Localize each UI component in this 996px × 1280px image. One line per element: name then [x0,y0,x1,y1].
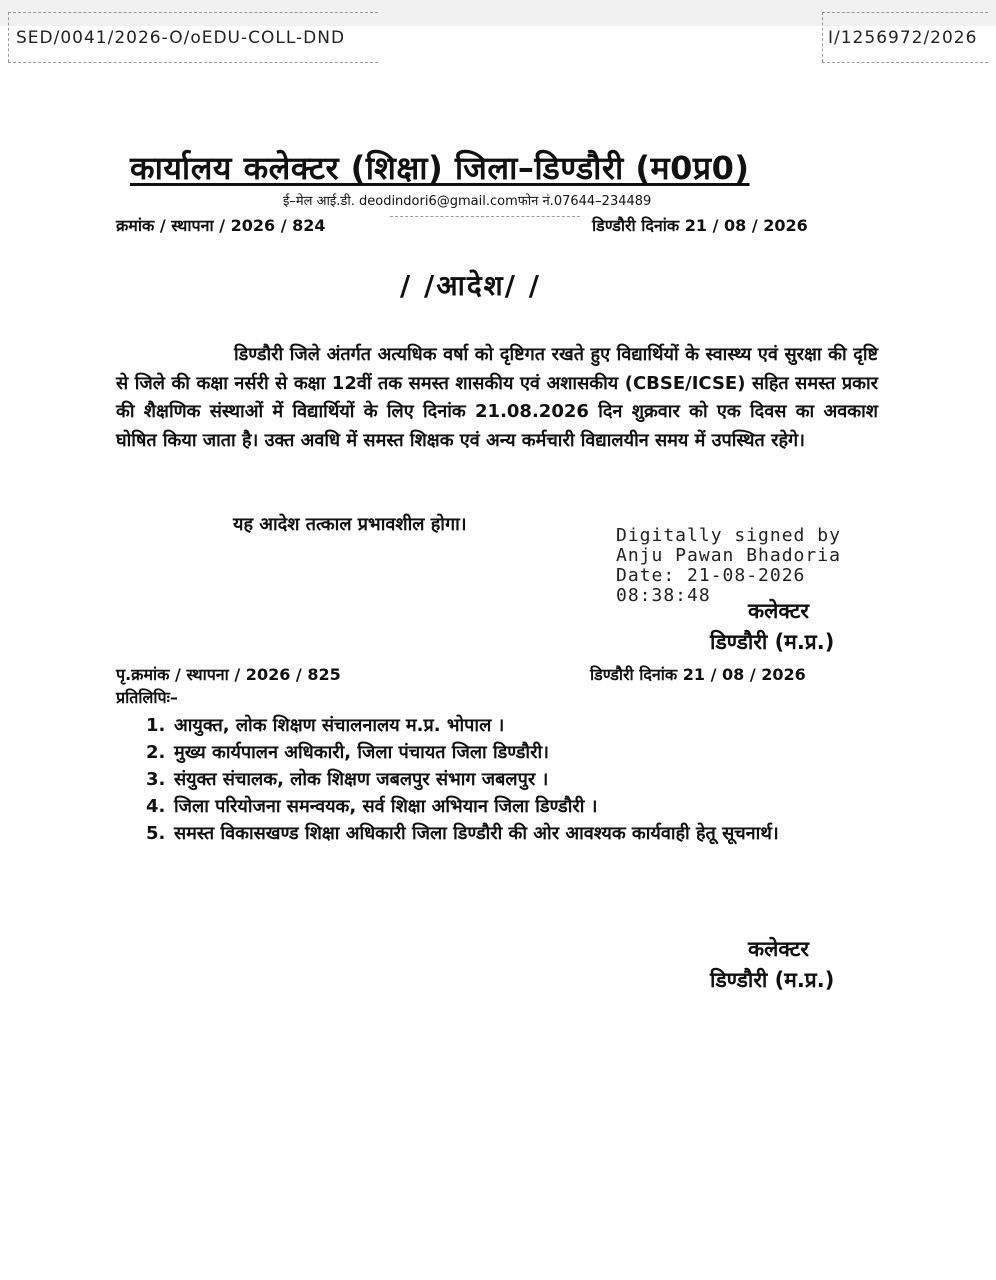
office-title: कार्यालय कलेक्टर (शिक्षा) जिला–डिण्डौरी (म0प्र0) [130,149,750,187]
order-body: डिण्डौरी जिले अंतर्गत अत्यधिक वर्षा को दृष्टिगत रखते हुए विद्यार्थियों के स्वास्थ्य एवं सुरक्षा की दृष्टि से जिले की कक्षा नर्सरी से कक्षा 12वीं तक समस्त शासकीय एवं अशासकीय (CBSE/ICSE) सहित समस्त प्रकार की शैक्षणिक संस्थाओं में विद्यार्थियों के लिए दिनांक 21.08.2026 दिन शुक्रवार को एक दिवस का अवकाश घोषित किया जाता है। उक्त अवधि में समस्त शिक्षक एवं अन्य कर्मचारी विद्यालयीन समय में उपस्थित रहेगे। [116,344,878,451]
copy-heading: प्रतिलिपिः– [116,688,178,707]
list-item [146,820,826,847]
list-text: आयुक्त, लोक शिक्षण संचालनालय म.प्र. भोपाल । [174,715,505,736]
ref-frame-line [8,12,378,13]
ref-frame-line [822,62,988,63]
ref-frame-line [8,62,378,63]
list-number: 4. [146,796,166,817]
contact-line: ई–मेल आई.डी. deodindori6@gmail.comफोन नं.07644–234489 [283,194,652,209]
list-number: 1. [146,715,166,736]
signature-line: Anju Pawan Bhadoria [616,545,841,566]
list-item [146,793,826,820]
file-reference-left: SED/0041/2026-O/oEDU-COLL-DND [16,28,346,48]
digital-signature [616,526,916,606]
signature-line: 08:38:48 [616,585,711,606]
order-number: क्रमांक / स्थापना / 2026 / 824 [116,216,326,235]
separator-dashes [390,216,580,217]
list-text: मुख्य कार्यपालन अधिकारी, जिला पंचायत जिला डिण्डौरी। [174,742,549,763]
copy-recipient-list [146,712,826,847]
signatory-place: डिण्डौरी (म.प्र.) [710,630,835,654]
list-text: संयुक्त संचालक, लोक शिक्षण जबलपुर संभाग जबलपुर । [174,769,549,790]
top-band [0,0,996,26]
ref-frame-line [8,12,9,62]
list-item [146,712,826,739]
list-number: 2. [146,742,166,763]
ref-frame-line [822,12,988,13]
bottom-signatory-designation: कलेक्टर [748,937,809,961]
signature-line: Date: 21-08-2026 [616,565,806,586]
copy-date: डिण्डौरी दिनांक 21 / 08 / 2026 [590,665,806,684]
order-date: डिण्डौरी दिनांक 21 / 08 / 2026 [592,216,808,235]
signatory-designation: कलेक्टर [748,599,809,623]
effective-statement: यह आदेश तत्काल प्रभावशील होगा। [233,514,467,535]
list-number: 5. [146,823,166,844]
ref-frame-line [822,12,823,62]
bottom-signatory-place: डिण्डौरी (म.प्र.) [710,968,835,992]
list-item [146,766,826,793]
list-text: समस्त विकासखण्ड शिक्षा अधिकारी जिला डिण्डौरी की ओर आवश्यक कार्यवाही हेतू सूचनार्थ। [174,823,779,844]
signature-line: Digitally signed by [616,525,841,546]
copy-number: पृ.क्रमांक / स्थापना / 2026 / 825 [116,665,341,684]
file-reference-right: I/1256972/2026 [828,28,978,48]
list-item [146,739,826,766]
list-number: 3. [146,769,166,790]
list-text: जिला परियोजना समन्वयक, सर्व शिक्षा अभियान जिला डिण्डौरी । [174,796,598,817]
order-heading: / /आदेश/ / [400,269,541,302]
